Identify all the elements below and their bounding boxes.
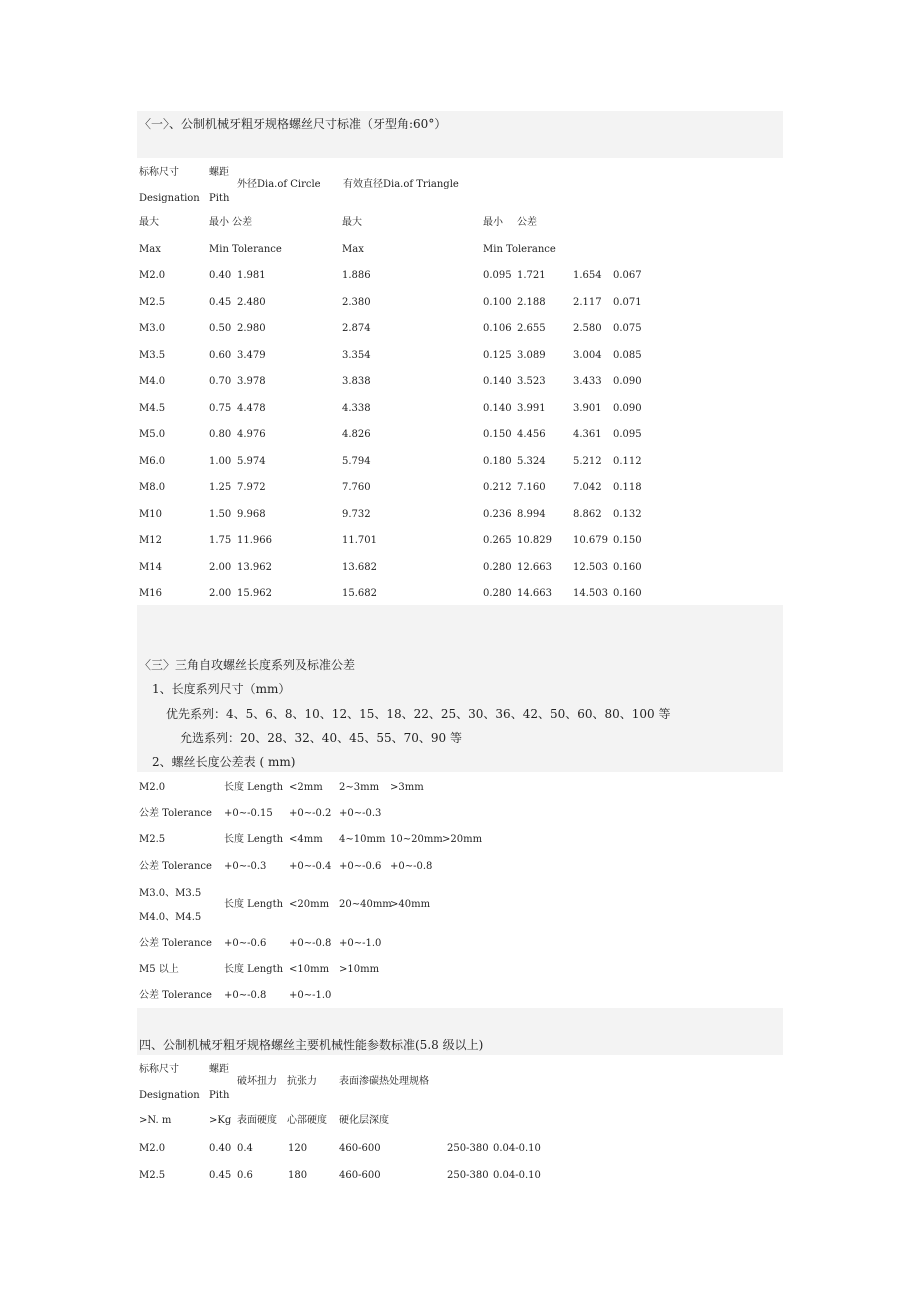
cell-outer-max: 9.968 xyxy=(237,508,266,520)
cell-eff-tol: 0.090 xyxy=(613,376,642,387)
cell-eff-min: 4.361 xyxy=(573,429,602,440)
cell-eff-tol: 0.090 xyxy=(613,402,642,414)
tolerance-label: 公差 Tolerance xyxy=(139,990,212,1001)
cell-outer-max: 2.980 xyxy=(237,323,266,334)
length-cell: 2∼3mm xyxy=(339,782,380,793)
size-label: M3.0、M3.5 xyxy=(139,888,202,899)
cell-outer-max: 5.974 xyxy=(237,455,266,467)
cell-eff-min: 2.580 xyxy=(573,323,602,334)
tolerance-label: 公差 Tolerance xyxy=(139,861,212,872)
cell-size: M10 xyxy=(139,508,162,520)
cell-size: M5.0 xyxy=(139,429,166,440)
cell-eff-tol: 0.095 xyxy=(613,429,642,440)
size-label-2: M4.0、M4.5 xyxy=(139,912,202,923)
s4-header-surface-hard: 表面硬度 xyxy=(237,1115,277,1126)
size-label: M2.5 xyxy=(139,834,166,845)
length-label: 长度 Length xyxy=(224,834,284,845)
header-max-cn-2: 最大 xyxy=(342,217,362,228)
cell-outer-tol: 0.280 xyxy=(483,561,512,573)
s4-header-tensile: 抗张力 xyxy=(287,1076,317,1087)
header-tol-cn-2: 公差 xyxy=(517,217,537,228)
s4-header-nominal-cn: 标称尺寸 xyxy=(139,1064,179,1075)
cell-eff-min: 5.212 xyxy=(573,455,602,467)
cell-pitch: 0.75 xyxy=(209,402,232,414)
cell-outer-min: 13.682 xyxy=(342,561,377,573)
s4-header-kg: >Kg xyxy=(209,1115,232,1126)
cell-pitch: 1.25 xyxy=(209,482,232,493)
cell-outer-min: 5.794 xyxy=(342,455,371,467)
cell-pitch: 2.00 xyxy=(209,588,232,599)
cell-eff-max: 2.188 xyxy=(517,296,546,308)
cell-torque: 0.4 xyxy=(237,1143,253,1154)
cell-outer-tol: 0.150 xyxy=(483,429,512,440)
cell-pitch: 0.45 xyxy=(209,1169,232,1181)
tolerance-label: 公差 Tolerance xyxy=(139,938,212,949)
cell-size: M4.5 xyxy=(139,402,166,414)
cell-case-depth: 0.04-0.10 xyxy=(493,1143,541,1154)
cell-eff-max: 12.663 xyxy=(517,561,552,573)
s4-header-case-depth: 硬化层深度 xyxy=(339,1115,389,1126)
header-max-cn-1: 最大 xyxy=(139,217,159,228)
tolerance-cell: +0∼-0.8 xyxy=(224,990,267,1001)
cell-size: M14 xyxy=(139,561,162,573)
cell-surface-hard: 460-600 xyxy=(339,1143,381,1154)
cell-pitch: 0.40 xyxy=(209,270,232,281)
cell-eff-max: 5.324 xyxy=(517,455,546,467)
cell-outer-max: 2.480 xyxy=(237,296,266,308)
cell-outer-max: 15.962 xyxy=(237,588,272,599)
cell-pitch: 0.45 xyxy=(209,296,232,308)
cell-eff-max: 14.663 xyxy=(517,588,552,599)
cell-eff-max: 2.655 xyxy=(517,323,546,334)
cell-eff-tol: 0.075 xyxy=(613,323,642,334)
cell-outer-min: 15.682 xyxy=(342,588,377,599)
cell-eff-tol: 0.160 xyxy=(613,588,642,599)
cell-eff-min: 7.042 xyxy=(573,482,602,493)
cell-eff-min: 3.433 xyxy=(573,376,602,387)
cell-outer-max: 4.478 xyxy=(237,402,266,414)
s4-header-core-hard: 心部硬度 xyxy=(287,1115,327,1126)
cell-outer-max: 11.966 xyxy=(237,535,272,546)
cell-outer-max: 7.972 xyxy=(237,482,266,493)
cell-eff-tol: 0.067 xyxy=(613,270,642,281)
cell-outer-max: 3.479 xyxy=(237,349,266,361)
cell-outer-min: 3.838 xyxy=(342,376,371,387)
cell-eff-tol: 0.085 xyxy=(613,349,642,361)
length-cell: <10mm xyxy=(289,964,330,975)
cell-outer-max: 13.962 xyxy=(237,561,272,573)
cell-outer-tol: 0.100 xyxy=(483,296,512,308)
size-label: M2.0 xyxy=(139,782,166,793)
cell-eff-min: 12.503 xyxy=(573,561,608,573)
length-cell: 10∼20mm xyxy=(390,834,443,845)
cell-eff-tol: 0.160 xyxy=(613,561,642,573)
preferred-series: 优先系列：4、5、6、8、10、12、15、18、22、25、30、36、42、50、60、80、100 等 xyxy=(166,707,671,721)
section4-title: 四、公制机械牙粗牙规格螺丝主要机械性能参数标准(5.8 级以上) xyxy=(139,1038,484,1052)
section1-title: 〈一〉、公制机械牙粗牙规格螺丝尺寸标准（牙型角:60°） xyxy=(139,117,447,131)
cell-outer-min: 3.354 xyxy=(342,349,371,361)
cell-outer-min: 11.701 xyxy=(342,535,377,546)
tolerance-cell: +0∼-0.6 xyxy=(224,938,267,949)
tolerance-cell: +0∼-1.0 xyxy=(289,990,332,1001)
tolerance-cell: +0∼-0.6 xyxy=(339,861,382,872)
cell-eff-max: 1.721 xyxy=(517,270,546,281)
s4-header-designation: Designation xyxy=(139,1090,200,1101)
cell-core-hard: 250-380 xyxy=(447,1143,489,1154)
cell-torque: 0.6 xyxy=(237,1169,253,1181)
length-cell: <4mm xyxy=(289,834,323,845)
cell-eff-tol: 0.132 xyxy=(613,508,642,520)
cell-outer-min: 1.886 xyxy=(342,270,371,281)
header-effective-dia: 有效直径Dia.of Triangle xyxy=(343,179,459,190)
cell-eff-tol: 0.071 xyxy=(613,296,642,308)
tolerance-cell: +0∼-0.4 xyxy=(289,861,332,872)
header-nominal-cn: 标称尺寸 xyxy=(139,167,179,178)
cell-outer-tol: 0.236 xyxy=(483,508,512,520)
length-series-heading: 1、长度系列尺寸（mm） xyxy=(152,682,291,696)
cell-eff-max: 8.994 xyxy=(517,508,546,520)
cell-pitch: 0.50 xyxy=(209,323,232,334)
cell-eff-min: 2.117 xyxy=(573,296,602,308)
length-cell: 4∼10mm xyxy=(339,834,386,845)
cell-outer-tol: 0.265 xyxy=(483,535,512,546)
cell-size: M8.0 xyxy=(139,482,166,493)
cell-eff-max: 3.523 xyxy=(517,376,546,387)
cell-size: M2.5 xyxy=(139,296,166,308)
s4-header-carburize: 表面渗碳热处理规格 xyxy=(339,1076,429,1087)
length-cell: 20∼40mm xyxy=(339,899,392,910)
tolerance-cell: +0∼-0.15 xyxy=(224,808,273,819)
length-label: 长度 Length xyxy=(224,782,284,793)
cell-eff-min: 14.503 xyxy=(573,588,608,599)
cell-pitch: 1.00 xyxy=(209,455,232,467)
header-min-tol-en-1: Min Tolerance xyxy=(209,244,282,255)
cell-pitch: 0.80 xyxy=(209,429,232,440)
cell-eff-min: 10.679 xyxy=(573,535,608,546)
header-min-cn-2: 最小 xyxy=(483,217,503,228)
cell-outer-tol: 0.140 xyxy=(483,402,512,414)
cell-outer-tol: 0.180 xyxy=(483,455,512,467)
header-outer-dia: 外径Dia.of Circle xyxy=(237,179,321,190)
length-cell: <20mm xyxy=(289,899,330,910)
cell-pitch: 2.00 xyxy=(209,561,232,573)
cell-tensile: 180 xyxy=(288,1169,308,1181)
cell-outer-tol: 0.125 xyxy=(483,349,512,361)
cell-size: M16 xyxy=(139,588,162,599)
cell-outer-tol: 0.280 xyxy=(483,588,512,599)
cell-eff-max: 3.991 xyxy=(517,402,546,414)
tolerance-table-heading: 2、螺丝长度公差表 ( mm) xyxy=(152,755,296,769)
cell-pitch: 0.40 xyxy=(209,1143,232,1154)
cell-outer-min: 9.732 xyxy=(342,508,371,520)
s4-header-torque: 破坏扭力 xyxy=(237,1076,277,1087)
cell-size: M2.0 xyxy=(139,270,166,281)
cell-eff-tol: 0.112 xyxy=(613,455,642,467)
cell-pitch: 0.60 xyxy=(209,349,232,361)
cell-eff-min: 3.004 xyxy=(573,349,602,361)
s4-header-nm: >N. m xyxy=(139,1115,172,1126)
cell-pitch: 1.50 xyxy=(209,508,232,520)
cell-eff-tol: 0.118 xyxy=(613,482,642,493)
header-min-tol-cn-1: 最小 公差 xyxy=(209,217,253,228)
cell-pitch: 1.75 xyxy=(209,535,232,546)
cell-size: M3.5 xyxy=(139,349,166,361)
cell-outer-max: 4.976 xyxy=(237,429,266,440)
cell-eff-max: 4.456 xyxy=(517,429,546,440)
cell-outer-min: 7.760 xyxy=(342,482,371,493)
length-cell: >20mm xyxy=(442,834,483,845)
length-label: 长度 Length xyxy=(224,964,284,975)
cell-eff-min: 3.901 xyxy=(573,402,602,414)
tolerance-cell: +0∼-0.2 xyxy=(289,808,332,819)
cell-size: M3.0 xyxy=(139,323,166,334)
cell-eff-max: 3.089 xyxy=(517,349,546,361)
tolerance-cell: +0∼-0.3 xyxy=(339,808,382,819)
header-pitch-cn: 螺距 xyxy=(209,167,229,178)
cell-outer-min: 4.338 xyxy=(342,402,371,414)
cell-outer-tol: 0.106 xyxy=(483,323,512,334)
header-designation: Designation xyxy=(139,193,200,204)
tolerance-cell: +0∼-1.0 xyxy=(339,938,382,949)
cell-case-depth: 0.04-0.10 xyxy=(493,1169,541,1181)
cell-eff-tol: 0.150 xyxy=(613,535,642,546)
cell-outer-min: 2.874 xyxy=(342,323,371,334)
cell-size: M2.0 xyxy=(139,1143,166,1154)
cell-eff-min: 8.862 xyxy=(573,508,602,520)
cell-size: M6.0 xyxy=(139,455,166,467)
cell-outer-max: 3.978 xyxy=(237,376,266,387)
cell-outer-tol: 0.095 xyxy=(483,270,512,281)
cell-core-hard: 250-380 xyxy=(447,1169,489,1181)
cell-outer-min: 4.826 xyxy=(342,429,371,440)
cell-outer-max: 1.981 xyxy=(237,270,266,281)
cell-size: M4.0 xyxy=(139,376,166,387)
header-pitch-en: Pith xyxy=(209,193,230,204)
cell-outer-min: 2.380 xyxy=(342,296,371,308)
length-cell: >3mm xyxy=(390,782,424,793)
length-cell: >10mm xyxy=(339,964,380,975)
tolerance-cell: +0∼-0.8 xyxy=(289,938,332,949)
length-cell: >40mm xyxy=(390,899,431,910)
s4-header-pitch-cn: 螺距 xyxy=(209,1064,229,1075)
length-label: 长度 Length xyxy=(224,899,284,910)
section3-title: 〈三〉三角自攻螺丝长度系列及标准公差 xyxy=(139,658,356,672)
tolerance-cell: +0∼-0.3 xyxy=(224,861,267,872)
cell-eff-min: 1.654 xyxy=(573,270,602,281)
cell-pitch: 0.70 xyxy=(209,376,232,387)
tolerance-cell: +0∼-0.8 xyxy=(390,861,433,872)
header-min-tol-en-2: Min Tolerance xyxy=(483,244,556,255)
size-label: M5 以上 xyxy=(139,964,179,975)
optional-series: 允选系列：20、28、32、40、45、55、70、90 等 xyxy=(180,731,462,745)
s4-header-pitch-en: Pith xyxy=(209,1090,230,1101)
cell-outer-tol: 0.140 xyxy=(483,376,512,387)
cell-eff-max: 7.160 xyxy=(517,482,546,493)
cell-tensile: 120 xyxy=(288,1143,308,1154)
cell-size: M2.5 xyxy=(139,1169,166,1181)
cell-eff-max: 10.829 xyxy=(517,535,552,546)
tolerance-label: 公差 Tolerance xyxy=(139,808,212,819)
header-max-en-1: Max xyxy=(139,244,161,255)
header-max-en-2: Max xyxy=(342,244,364,255)
cell-size: M12 xyxy=(139,535,162,546)
cell-outer-tol: 0.212 xyxy=(483,482,512,493)
cell-surface-hard: 460-600 xyxy=(339,1169,381,1181)
length-cell: <2mm xyxy=(289,782,323,793)
